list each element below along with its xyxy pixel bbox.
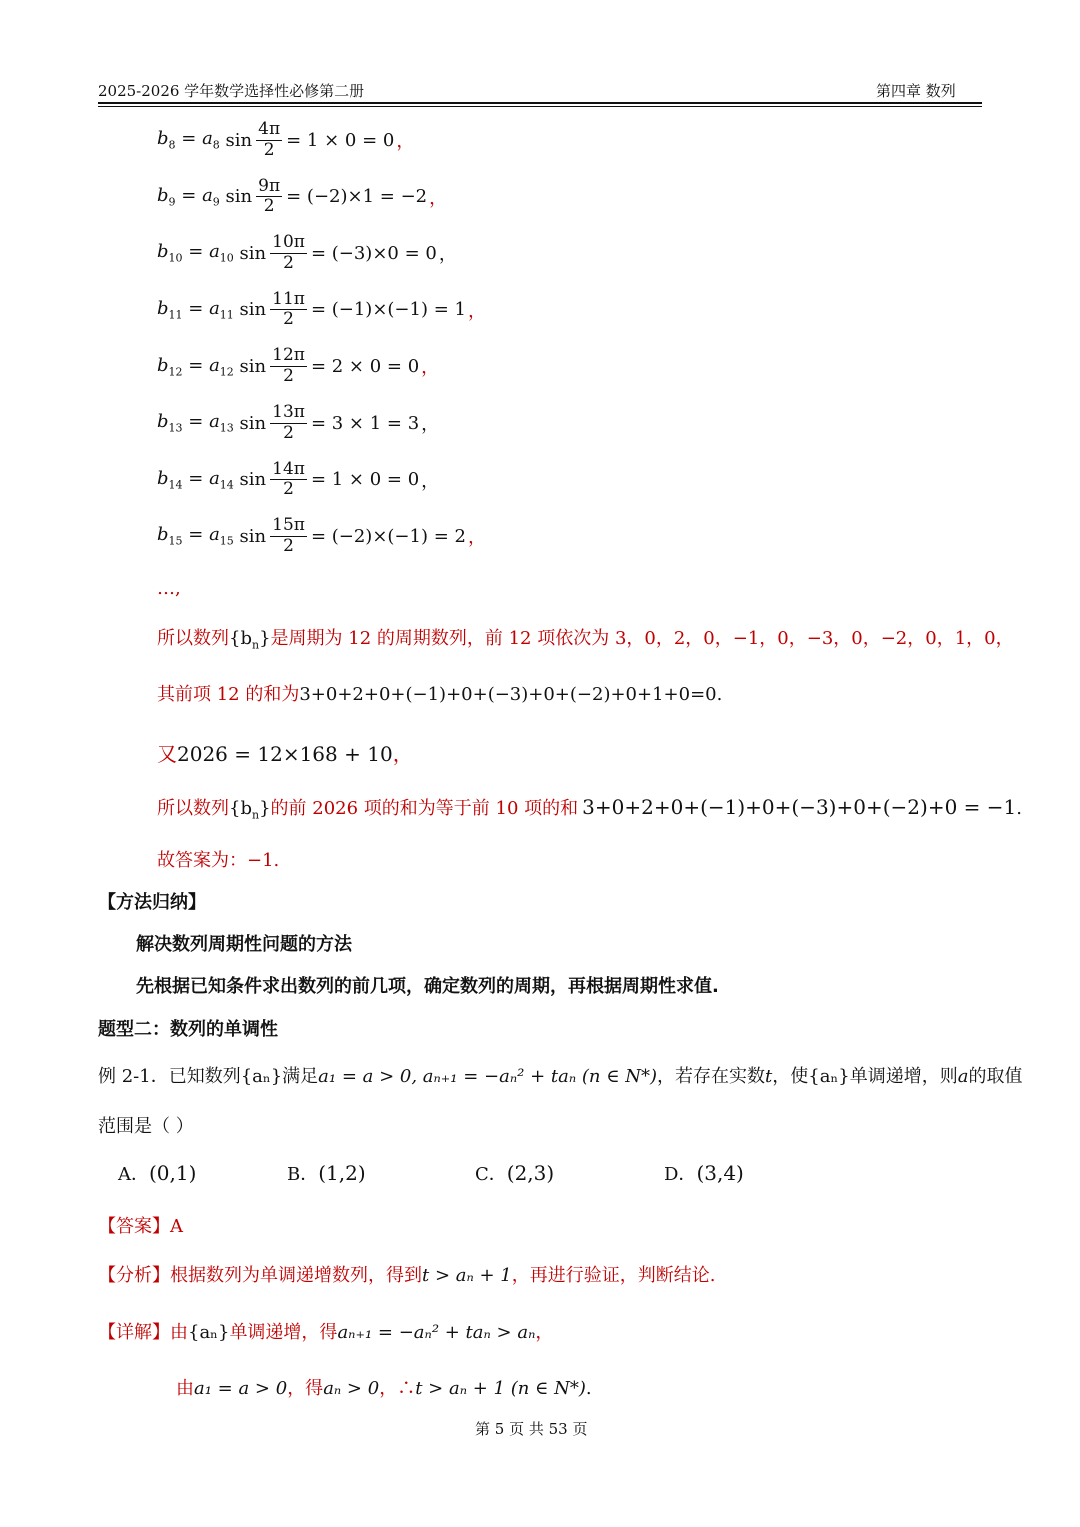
- eq-rhs: = 2 × 0 = 0: [310, 355, 420, 377]
- method-body: 先根据已知条件求出数列的前几项，确定数列的周期，再根据周期性求值.: [136, 976, 719, 997]
- fraction: $\frac{9\pi}{2}$: [258, 175, 281, 217]
- analysis-line: 【分析】根据数列为单调递增数列，得到t > aₙ + 1，再进行验证，判断结论.: [98, 1265, 716, 1286]
- sin-word: sin: [239, 412, 267, 434]
- eq-rhs: = (−2)×1 = −2: [286, 186, 428, 208]
- eq-lhs: $b_{10} = a_{10}$: [157, 241, 234, 265]
- eq-trail: ，: [421, 470, 440, 492]
- eq-lhs: $b_8 = a_8$: [157, 128, 220, 152]
- equation-row: [157, 282, 486, 338]
- eq-lhs: $b_{14} = a_{14}$: [157, 467, 234, 492]
- ellipsis: …,: [157, 578, 181, 599]
- header-rule: [98, 102, 982, 104]
- sum12-statement: 其前项 12 的和为3+0+2+0+(−1)+0+(−3)+0+(−2)+0+1+0=0.: [157, 684, 723, 705]
- method-title: 【方法归纳】: [98, 892, 206, 913]
- sin-word: sin: [225, 129, 253, 151]
- option-b: B．(1,2): [287, 1161, 366, 1185]
- eq-trail: ，: [396, 131, 415, 152]
- period-statement: 所以数列$\{b_n\}$是周期为 12 的周期数列，前 12 项依次为 3，0，2，0，−1，0，−3，0，−2，0，1，0，: [157, 628, 1014, 652]
- example-line2: 范围是（ ）: [98, 1116, 194, 1137]
- method-subtitle: 解决数列周期性问题的方法: [136, 934, 352, 955]
- fraction: $\frac{4\pi}{2}$: [258, 118, 281, 160]
- eq-lhs: $b_{13} = a_{13}$: [157, 411, 234, 435]
- header-left: 2025-2026 学年数学选择性必修第二册: [98, 82, 365, 100]
- fraction: $\frac{12\pi}{2}$: [272, 345, 305, 386]
- eq-rhs: = 1 × 0 = 0: [286, 129, 395, 151]
- equation-row: [157, 508, 486, 564]
- fraction: $\frac{10\pi}{2}$: [272, 232, 305, 273]
- eq-trail: ，: [421, 414, 440, 435]
- answer-line: 【答案】A: [98, 1216, 183, 1237]
- eq-rhs: = 1 × 0 = 0: [310, 469, 420, 491]
- eq-trail: ，: [429, 187, 448, 209]
- eq-trail: ，: [467, 300, 486, 322]
- section2-title: 题型二：数列的单调性: [98, 1019, 278, 1040]
- equation-row: [157, 338, 439, 394]
- option-a: A．(0,1): [118, 1161, 197, 1185]
- again-statement: 又2026 = 12×168 + 10，: [157, 742, 413, 766]
- fraction: $\frac{14\pi}{2}$: [272, 458, 305, 500]
- eq-lhs: $b_{12} = a_{12}$: [157, 354, 234, 379]
- example-statement: 例 2-1．已知数列{aₙ}满足a₁ = a > 0, aₙ₊₁ = −aₙ² + taₙ (n ∈ N*)，若存在实数t，使{aₙ}单调递增，则a的取值: [98, 1066, 1023, 1087]
- sum2026-statement: 所以数列$\{b_n\}$的前 2026 项的和为等于前 10 项的和 3+0+2+0+(−1)+0+(−3)+0+(−2)+0 = −1.: [157, 795, 1022, 822]
- equation-row: [157, 112, 414, 168]
- page-footer: 第 5 页 共 53 页: [475, 1420, 588, 1438]
- sin-word: sin: [239, 299, 267, 321]
- sin-word: sin: [225, 186, 253, 208]
- eq-trail: ，: [467, 527, 486, 549]
- fraction: $\frac{11\pi}{2}$: [272, 288, 305, 330]
- equation-row: [157, 452, 439, 508]
- eq-lhs: $b_{11} = a_{11}$: [157, 298, 234, 322]
- sin-word: sin: [239, 469, 267, 491]
- header-rule-thin: [98, 106, 982, 107]
- eq-trail: ，: [421, 357, 440, 379]
- fraction: $\frac{15\pi}{2}$: [272, 515, 305, 556]
- sin-word: sin: [239, 242, 267, 264]
- eq-trail: ，: [438, 244, 457, 266]
- option-c: C．(2,3): [475, 1161, 555, 1185]
- sin-word: sin: [239, 525, 267, 547]
- detail-line: 【详解】由{aₙ}单调递增，得aₙ₊₁ = −aₙ² + taₙ > aₙ，: [98, 1322, 554, 1343]
- detail-line2: 由a₁ = a > 0，得aₙ > 0，∴t > aₙ + 1 (n ∈ N*).: [176, 1378, 592, 1399]
- fraction: $\frac{13\pi}{2}$: [272, 401, 305, 443]
- final-answer: 故答案为：−1.: [157, 850, 280, 871]
- header-right: 第四章 数列: [876, 82, 956, 100]
- eq-lhs: $b_9 = a_9$: [157, 184, 220, 209]
- equation-row: [157, 225, 457, 281]
- eq-rhs: = 3 × 1 = 3: [310, 412, 420, 434]
- eq-rhs: = (−2)×(−1) = 2: [310, 525, 466, 547]
- option-d: D．(3,4): [664, 1161, 744, 1185]
- equation-row: [157, 395, 439, 451]
- sin-word: sin: [239, 355, 267, 377]
- equation-row: [157, 169, 447, 225]
- eq-lhs: $b_{15} = a_{15}$: [157, 524, 234, 548]
- eq-rhs: = (−1)×(−1) = 1: [310, 299, 466, 321]
- eq-rhs: = (−3)×0 = 0: [310, 242, 437, 264]
